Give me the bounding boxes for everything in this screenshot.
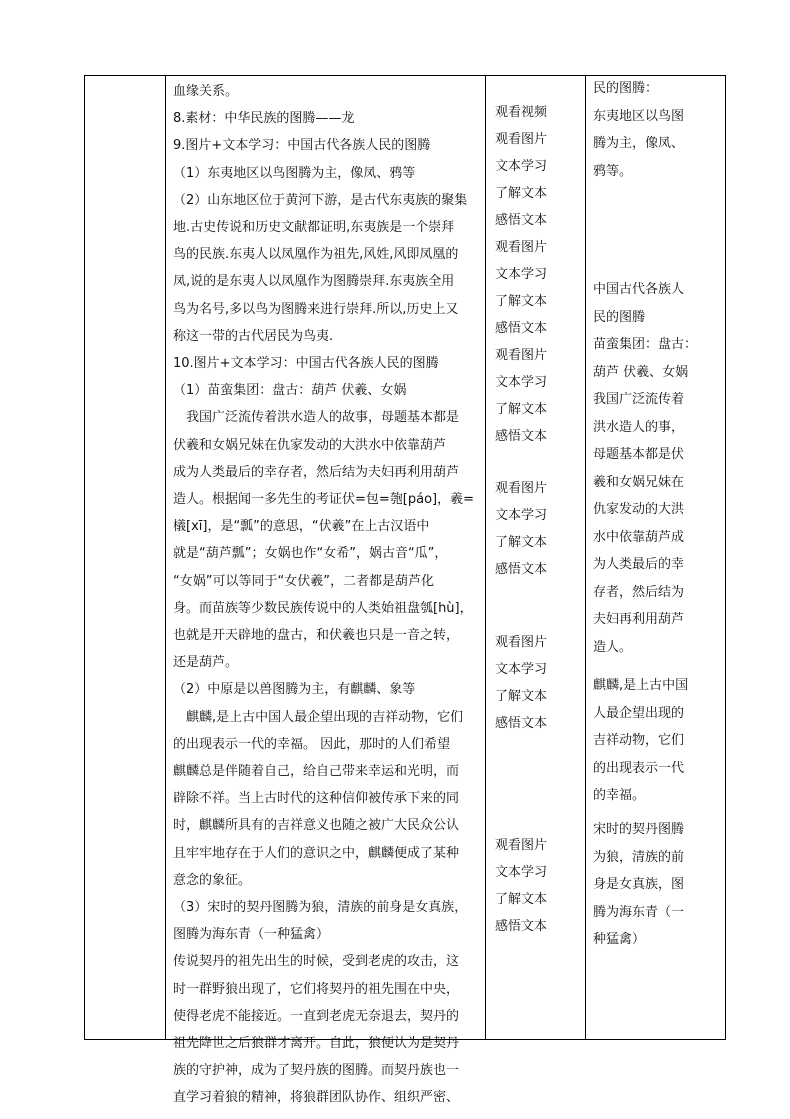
content-line: 身。而苗族等少数民族传说中的人类始祖盘瓠[hù]，: [173, 600, 473, 616]
note-line: 人最企望出现的: [593, 705, 685, 721]
content-line: 鸟为名号,多以鸟为图腾来进行崇拜.所以,历史上又: [173, 301, 459, 317]
content-line: 鸟的民族.东夷人以凤凰作为祖先,风姓,风即凤凰的: [173, 247, 459, 263]
content-line: 族的守护神，成为了契丹族的图腾。而契丹族也一: [173, 1063, 460, 1079]
column-divider: [485, 76, 486, 1039]
content-line: 辟除不祥。当上古时代的这种信仰被传承下来的同: [173, 791, 460, 807]
content-line: 时一群野狼出现了，它们将契丹的祖先围在中央，: [173, 981, 460, 997]
column-divider: [585, 76, 586, 1039]
note-line: 的幸福。: [593, 788, 646, 803]
activity-line: 了解文本: [495, 689, 548, 704]
activity-line: 了解文本: [495, 402, 548, 417]
content-line: 造人。根据闻一多先生的考证伏=包=匏[páo]，羲=: [173, 492, 474, 507]
note-line: 洪水造人的事，: [593, 419, 685, 435]
note-line: 腾为海东青（一: [593, 904, 685, 920]
content-line: （2）中原是以兽图腾为主，有麒麟、象等: [173, 682, 416, 698]
note-line: 夫妇再利用葫芦: [593, 612, 685, 627]
student-activity-cell: [487, 76, 583, 1039]
content-line: 麒麟总是伴随着自己，给自己带来幸运和光明，而: [173, 764, 460, 779]
lesson-table: [84, 75, 726, 1106]
design-intent-cell: [587, 76, 726, 1039]
activity-line: 了解文本: [495, 535, 548, 550]
activity-line: 感悟文本: [495, 213, 548, 228]
content-line: 使得老虎不能接近。一直到老虎无奈退去，契丹的: [173, 1008, 460, 1024]
content-line: 传说契丹的祖先出生的时候，受到老虎的攻击，这: [173, 954, 460, 970]
note-line: 为狼，清族的前: [593, 849, 685, 865]
note-line: 苗蛮集团：盘古：: [593, 337, 698, 352]
column-divider: [165, 76, 166, 1039]
activity-line: 感悟文本: [495, 321, 548, 336]
activity-line: 感悟文本: [495, 562, 548, 577]
note-line: 母题基本都是伏: [593, 447, 685, 462]
note-line: 我国广泛流传着: [593, 392, 685, 407]
note-line: 羲和女娲兄妹在: [593, 474, 685, 490]
activity-line: 感悟文本: [495, 429, 548, 444]
content-line: 9.图片+文本学习：中国古代各族人民的图腾: [173, 138, 431, 154]
activity-line: 感悟文本: [495, 919, 548, 934]
activity-line: 了解文本: [495, 186, 548, 201]
note-line: 民的图腾: [593, 309, 646, 325]
content-line: 就是“葫芦瓢”；女娲也作“女希”，娲古音“瓜”，: [173, 546, 448, 562]
content-line: 凤,说的是东夷人以凤凰作为图腾崇拜.东夷族全用: [173, 274, 455, 290]
activity-line: 了解文本: [495, 294, 548, 309]
note-line: 麒麟,是上古中国: [593, 678, 689, 693]
activity-line: 观看图片: [495, 838, 548, 853]
activity-line: 观看图片: [495, 348, 548, 363]
activity-line: 文本学习: [495, 267, 548, 282]
note-line: 身是女真族，图: [593, 877, 685, 892]
note-line: 葫芦 伏羲、女娲: [593, 364, 689, 380]
activity-line: 文本学习: [495, 508, 548, 523]
note-line: 宋时的契丹图腾: [593, 822, 685, 837]
content-line: 也就是开天辟地的盘古，和伏羲也只是一音之转，: [173, 628, 460, 643]
content-line: 图腾为海东青（一种猛禽）: [173, 927, 330, 943]
content-line: （2）山东地区位于黄河下游，是古代东夷族的聚集: [173, 192, 468, 208]
content-line: 檥[xī]，是“瓢”的意思，“伏羲”在上古汉语中: [173, 519, 430, 535]
activity-line: 观看图片: [495, 132, 548, 147]
content-line: （1）苗蛮集团：盘古：葫芦 伏羲、女娲: [173, 383, 407, 399]
note-line: 种猛禽）: [593, 932, 646, 947]
activity-line: 文本学习: [495, 662, 548, 677]
content-line: （1）东夷地区以鸟图腾为主，像凤、鸦等: [173, 165, 416, 181]
content-line: 伏羲和女娲兄妹在仇家发动的大洪水中依靠葫芦: [173, 437, 447, 453]
content-line: 8.素材：中华民族的图腾——龙: [173, 111, 355, 127]
note-line: 水中依靠葫芦成: [593, 529, 685, 545]
activity-line: 观看图片: [495, 481, 548, 496]
activity-line: 了解文本: [495, 892, 548, 907]
content-line: 成为人类最后的幸存者，然后结为夫妇再利用葫芦: [173, 464, 460, 480]
teaching-content-cell: [167, 76, 485, 1106]
content-line: 时，麒麟所具有的吉祥意义也随之被广大民众公认: [173, 818, 460, 834]
content-line: 血缘关系。: [173, 84, 239, 99]
activity-line: 文本学习: [495, 159, 548, 174]
content-line: 意念的象征。: [173, 872, 252, 888]
note-line: 的出现表示一代: [593, 760, 685, 776]
activity-line: 观看图片: [495, 240, 548, 255]
note-line: 吉祥动物，它们: [593, 733, 685, 748]
content-line: 我国广泛流传着洪水造人的故事，母题基本都是: [173, 410, 460, 426]
content-line: 称这一带的古代居民为鸟夷.: [173, 328, 334, 344]
content-line: 的出现表示一代的幸福。 因此，那时的人们希望: [173, 736, 451, 752]
note-line: 存者，然后结为: [593, 584, 685, 600]
note-line: 为人类最后的幸: [593, 557, 685, 572]
activity-line: 文本学习: [495, 375, 548, 390]
note-line: 仇家发动的大洪: [593, 502, 685, 517]
activity-line: 观看视频: [495, 105, 548, 120]
note-line: 造人。: [593, 639, 633, 655]
content-line: （3）宋时的契丹图腾为狼，清族的前身是女真族，: [173, 900, 468, 915]
note-line: 腾为主，像凤、: [593, 136, 685, 151]
note-line: 鸦等。: [593, 163, 633, 179]
content-line: 直学习着狼的精神，将狼群团队协作、组织严密、: [173, 1090, 460, 1106]
activity-line: 文本学习: [495, 865, 548, 880]
note-line: 中国古代各族人: [593, 282, 685, 297]
content-line: 还是葫芦。: [173, 655, 239, 671]
content-line: 且牢牢地存在于人们的意识之中，麒麟便成了某种: [173, 845, 460, 861]
content-line: 麒麟,是上古中国人最企望出现的吉祥动物，它们: [173, 709, 464, 725]
note-line: 民的图腾：: [593, 81, 659, 96]
content-line: 10.图片+文本学习：中国古代各族人民的图腾: [173, 356, 439, 371]
content-line: 地.古史传说和历史文献都证明,东夷族是一个崇拜: [173, 220, 455, 235]
activity-line: 感悟文本: [495, 716, 548, 731]
content-line: 祖先降世之后狼群才离开。自此，狼便认为是契丹: [173, 1036, 460, 1051]
note-line: 东夷地区以鸟图: [593, 108, 685, 124]
activity-line: 观看图片: [495, 635, 548, 650]
content-line: “女娲”可以等同于“女伏羲”，二者都是葫芦化: [173, 573, 434, 589]
